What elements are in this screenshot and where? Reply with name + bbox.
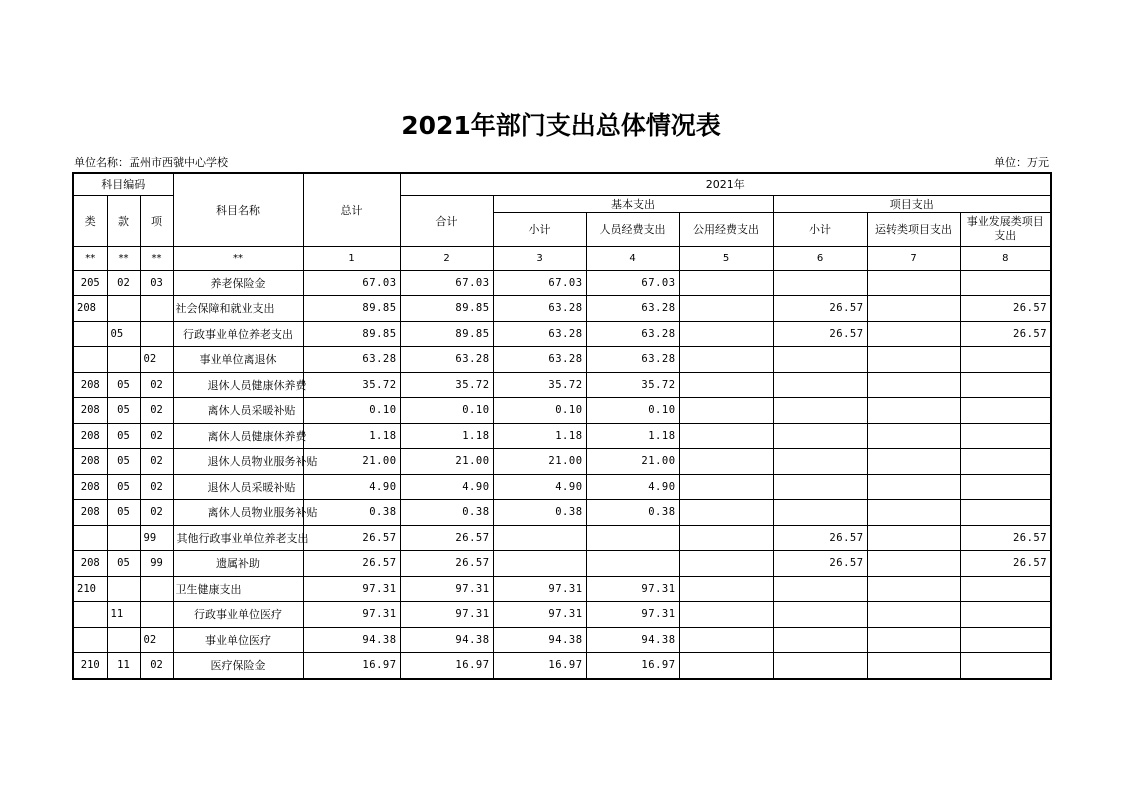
cell-project-subtotal: 26.57: [773, 321, 867, 347]
cell-xiang: 02: [140, 423, 173, 449]
cell-development: [960, 576, 1051, 602]
cell-personnel: 63.28: [586, 347, 679, 373]
cell-total: 35.72: [303, 372, 400, 398]
column-number: 7: [867, 246, 960, 270]
cell-personnel: 63.28: [586, 296, 679, 322]
table-row: [73, 398, 1051, 424]
cell-development: [960, 474, 1051, 500]
cell-transfer: [867, 296, 960, 322]
cell-subject-name: 离休人员采暖补贴: [173, 398, 303, 424]
cell-development: [960, 653, 1051, 679]
cell-transfer: [867, 398, 960, 424]
cell-xiang: [140, 296, 173, 322]
cell-kuan: [107, 525, 140, 551]
header-transfer: 运转类项目支出: [867, 212, 960, 246]
cell-lei: [73, 602, 107, 628]
cell-public: [679, 321, 773, 347]
cell-total: 0.10: [303, 398, 400, 424]
header-lei: 类: [73, 195, 107, 246]
cell-development: [960, 627, 1051, 653]
table-row: [73, 525, 1051, 551]
cell-personnel: 63.28: [586, 321, 679, 347]
cell-basic-subtotal: 63.28: [493, 296, 586, 322]
table-row: [73, 296, 1051, 322]
cell-public: [679, 500, 773, 526]
table-row: [73, 372, 1051, 398]
cell-lei: 210: [73, 653, 107, 679]
cell-basic-subtotal: 0.38: [493, 500, 586, 526]
cell-basic-subtotal: [493, 525, 586, 551]
cell-xiang: 02: [140, 627, 173, 653]
cell-basic-subtotal: 16.97: [493, 653, 586, 679]
cell-public: [679, 551, 773, 577]
column-number: 5: [679, 246, 773, 270]
cell-xiang: 02: [140, 449, 173, 475]
cell-subject-name: 离休人员物业服务补贴: [173, 500, 303, 526]
cell-lei: [73, 321, 107, 347]
cell-sum: 63.28: [400, 347, 493, 373]
column-number: 3: [493, 246, 586, 270]
cell-sum: 0.10: [400, 398, 493, 424]
cell-public: [679, 576, 773, 602]
column-number: 1: [303, 246, 400, 270]
cell-total: 67.03: [303, 270, 400, 296]
cell-sum: 0.38: [400, 500, 493, 526]
cell-basic-subtotal: 1.18: [493, 423, 586, 449]
cell-lei: [73, 627, 107, 653]
cell-lei: 208: [73, 474, 107, 500]
unit-label: 单位：万元: [994, 156, 1049, 169]
cell-personnel: 21.00: [586, 449, 679, 475]
column-number: 8: [960, 246, 1051, 270]
cell-subject-name: 遗属补助: [173, 551, 303, 577]
cell-lei: 210: [73, 576, 107, 602]
table-row: [73, 423, 1051, 449]
cell-sum: 94.38: [400, 627, 493, 653]
cell-sum: 97.31: [400, 602, 493, 628]
cell-transfer: [867, 500, 960, 526]
cell-transfer: [867, 627, 960, 653]
cell-development: [960, 449, 1051, 475]
table-row: [73, 653, 1051, 679]
cell-xiang: [140, 602, 173, 628]
cell-sum: 26.57: [400, 525, 493, 551]
cell-sum: 26.57: [400, 551, 493, 577]
table-row: [73, 449, 1051, 475]
star-cell: **: [73, 246, 107, 270]
cell-lei: 208: [73, 398, 107, 424]
cell-transfer: [867, 525, 960, 551]
cell-xiang: [140, 576, 173, 602]
cell-development: 26.57: [960, 296, 1051, 322]
cell-development: [960, 500, 1051, 526]
cell-sum: 16.97: [400, 653, 493, 679]
cell-project-subtotal: [773, 423, 867, 449]
table-row: [73, 500, 1051, 526]
column-number: 4: [586, 246, 679, 270]
cell-transfer: [867, 449, 960, 475]
cell-lei: [73, 525, 107, 551]
cell-xiang: 03: [140, 270, 173, 296]
cell-basic-subtotal: 94.38: [493, 627, 586, 653]
cell-total: 89.85: [303, 321, 400, 347]
cell-basic-subtotal: 97.31: [493, 602, 586, 628]
cell-lei: 208: [73, 500, 107, 526]
cell-kuan: 05: [107, 372, 140, 398]
cell-public: [679, 653, 773, 679]
unit-name: 单位名称：孟州市西虢中心学校: [74, 156, 228, 169]
cell-transfer: [867, 372, 960, 398]
cell-personnel: 67.03: [586, 270, 679, 296]
table-row: [73, 474, 1051, 500]
cell-public: [679, 423, 773, 449]
cell-subject-name: 行政事业单位医疗: [173, 602, 303, 628]
cell-xiang: 02: [140, 500, 173, 526]
cell-lei: 208: [73, 551, 107, 577]
cell-subject-name: 离休人员健康休养费: [173, 423, 303, 449]
cell-personnel: 0.38: [586, 500, 679, 526]
cell-basic-subtotal: 0.10: [493, 398, 586, 424]
cell-xiang: 02: [140, 474, 173, 500]
cell-sum: 4.90: [400, 474, 493, 500]
cell-kuan: [107, 576, 140, 602]
cell-kuan: [107, 627, 140, 653]
cell-total: 63.28: [303, 347, 400, 373]
cell-kuan: 05: [107, 398, 140, 424]
cell-subject-name: 退休人员健康休养费: [173, 372, 303, 398]
cell-xiang: 99: [140, 525, 173, 551]
cell-total: 16.97: [303, 653, 400, 679]
cell-development: [960, 602, 1051, 628]
cell-project-subtotal: [773, 500, 867, 526]
cell-basic-subtotal: [493, 551, 586, 577]
cell-personnel: 4.90: [586, 474, 679, 500]
cell-development: 26.57: [960, 551, 1051, 577]
cell-kuan: [107, 296, 140, 322]
header-kuan: 款: [107, 195, 140, 246]
header-subject-code: 科目编码: [73, 173, 173, 195]
header-subject-name: 科目名称: [173, 173, 303, 246]
cell-transfer: [867, 653, 960, 679]
cell-total: 89.85: [303, 296, 400, 322]
cell-personnel: 94.38: [586, 627, 679, 653]
cell-kuan: 11: [107, 653, 140, 679]
cell-subject-name: 其他行政事业单位养老支出: [173, 525, 303, 551]
header-personnel: 人员经费支出: [586, 212, 679, 246]
cell-development: 26.57: [960, 321, 1051, 347]
cell-kuan: 02: [107, 270, 140, 296]
cell-total: 26.57: [303, 525, 400, 551]
cell-lei: 208: [73, 423, 107, 449]
cell-xiang: [140, 321, 173, 347]
column-number: 6: [773, 246, 867, 270]
cell-sum: 97.31: [400, 576, 493, 602]
cell-kuan: [107, 347, 140, 373]
header-sum: 合计: [400, 195, 493, 246]
cell-project-subtotal: [773, 372, 867, 398]
cell-sum: 67.03: [400, 270, 493, 296]
cell-transfer: [867, 551, 960, 577]
expenditure-table: [72, 172, 1052, 680]
cell-sum: 89.85: [400, 296, 493, 322]
table-row: [73, 321, 1051, 347]
cell-project-subtotal: [773, 270, 867, 296]
cell-transfer: [867, 321, 960, 347]
cell-total: 26.57: [303, 551, 400, 577]
cell-subject-name: 事业单位离退休: [173, 347, 303, 373]
cell-personnel: 1.18: [586, 423, 679, 449]
cell-personnel: 97.31: [586, 602, 679, 628]
cell-xiang: 02: [140, 398, 173, 424]
cell-transfer: [867, 347, 960, 373]
header-total: 总计: [303, 173, 400, 246]
cell-subject-name: 养老保险金: [173, 270, 303, 296]
cell-kuan: 05: [107, 449, 140, 475]
cell-project-subtotal: [773, 602, 867, 628]
cell-subject-name: 退休人员物业服务补贴: [173, 449, 303, 475]
page-title: 2021年部门支出总体情况表: [401, 111, 721, 140]
cell-transfer: [867, 270, 960, 296]
cell-transfer: [867, 423, 960, 449]
cell-project-subtotal: [773, 653, 867, 679]
cell-development: [960, 270, 1051, 296]
cell-xiang: 02: [140, 347, 173, 373]
cell-public: [679, 627, 773, 653]
cell-public: [679, 270, 773, 296]
cell-kuan: 05: [107, 321, 140, 347]
cell-xiang: 02: [140, 653, 173, 679]
cell-personnel: 97.31: [586, 576, 679, 602]
table-row: [73, 576, 1051, 602]
cell-subject-name: 卫生健康支出: [173, 576, 303, 602]
cell-basic-subtotal: 35.72: [493, 372, 586, 398]
cell-personnel: [586, 551, 679, 577]
cell-kuan: 11: [107, 602, 140, 628]
cell-subject-name: 退休人员采暖补贴: [173, 474, 303, 500]
cell-basic-subtotal: 63.28: [493, 347, 586, 373]
cell-public: [679, 474, 773, 500]
table-row: [73, 627, 1051, 653]
header-development: 事业发展类项目支出: [960, 212, 1051, 246]
cell-basic-subtotal: 4.90: [493, 474, 586, 500]
cell-project-subtotal: 26.57: [773, 296, 867, 322]
cell-project-subtotal: [773, 627, 867, 653]
cell-project-subtotal: 26.57: [773, 525, 867, 551]
table-row: [73, 270, 1051, 296]
star-cell: **: [107, 246, 140, 270]
cell-public: [679, 525, 773, 551]
cell-basic-subtotal: 67.03: [493, 270, 586, 296]
header-public: 公用经费支出: [679, 212, 773, 246]
cell-project-subtotal: [773, 449, 867, 475]
cell-basic-subtotal: 63.28: [493, 321, 586, 347]
header-project-subtotal: 小计: [773, 212, 867, 246]
cell-development: [960, 423, 1051, 449]
cell-lei: 205: [73, 270, 107, 296]
cell-sum: 21.00: [400, 449, 493, 475]
cell-project-subtotal: [773, 576, 867, 602]
cell-kuan: 05: [107, 423, 140, 449]
column-number: 2: [400, 246, 493, 270]
cell-development: [960, 347, 1051, 373]
cell-project-subtotal: [773, 347, 867, 373]
cell-subject-name: 事业单位医疗: [173, 627, 303, 653]
cell-lei: [73, 347, 107, 373]
table-row: [73, 347, 1051, 373]
star-cell: **: [173, 246, 303, 270]
cell-public: [679, 449, 773, 475]
cell-lei: 208: [73, 449, 107, 475]
cell-kuan: 05: [107, 474, 140, 500]
cell-total: 0.38: [303, 500, 400, 526]
header-year: 2021年: [400, 173, 1051, 195]
header-project: 项目支出: [773, 195, 1051, 212]
cell-basic-subtotal: 97.31: [493, 576, 586, 602]
cell-subject-name: 医疗保险金: [173, 653, 303, 679]
cell-personnel: [586, 525, 679, 551]
cell-total: 21.00: [303, 449, 400, 475]
star-cell: **: [140, 246, 173, 270]
cell-personnel: 0.10: [586, 398, 679, 424]
cell-personnel: 35.72: [586, 372, 679, 398]
cell-kuan: 05: [107, 500, 140, 526]
cell-xiang: 02: [140, 372, 173, 398]
cell-basic-subtotal: 21.00: [493, 449, 586, 475]
header-xiang: 项: [140, 195, 173, 246]
cell-transfer: [867, 576, 960, 602]
table-row: [73, 551, 1051, 577]
cell-total: 97.31: [303, 602, 400, 628]
cell-project-subtotal: 26.57: [773, 551, 867, 577]
cell-lei: 208: [73, 372, 107, 398]
cell-development: 26.57: [960, 525, 1051, 551]
cell-public: [679, 372, 773, 398]
cell-subject-name: 社会保障和就业支出: [173, 296, 303, 322]
cell-development: [960, 398, 1051, 424]
cell-total: 94.38: [303, 627, 400, 653]
cell-public: [679, 602, 773, 628]
cell-total: 4.90: [303, 474, 400, 500]
cell-kuan: 05: [107, 551, 140, 577]
cell-subject-name: 行政事业单位养老支出: [173, 321, 303, 347]
cell-sum: 89.85: [400, 321, 493, 347]
cell-sum: 35.72: [400, 372, 493, 398]
header-basic-subtotal: 小计: [493, 212, 586, 246]
cell-total: 1.18: [303, 423, 400, 449]
cell-personnel: 16.97: [586, 653, 679, 679]
cell-development: [960, 372, 1051, 398]
cell-transfer: [867, 602, 960, 628]
cell-total: 97.31: [303, 576, 400, 602]
header-basic: 基本支出: [493, 195, 773, 212]
cell-lei: 208: [73, 296, 107, 322]
cell-public: [679, 347, 773, 373]
cell-transfer: [867, 474, 960, 500]
cell-xiang: 99: [140, 551, 173, 577]
cell-sum: 1.18: [400, 423, 493, 449]
cell-project-subtotal: [773, 398, 867, 424]
cell-project-subtotal: [773, 474, 867, 500]
table-row: [73, 602, 1051, 628]
cell-public: [679, 398, 773, 424]
cell-public: [679, 296, 773, 322]
